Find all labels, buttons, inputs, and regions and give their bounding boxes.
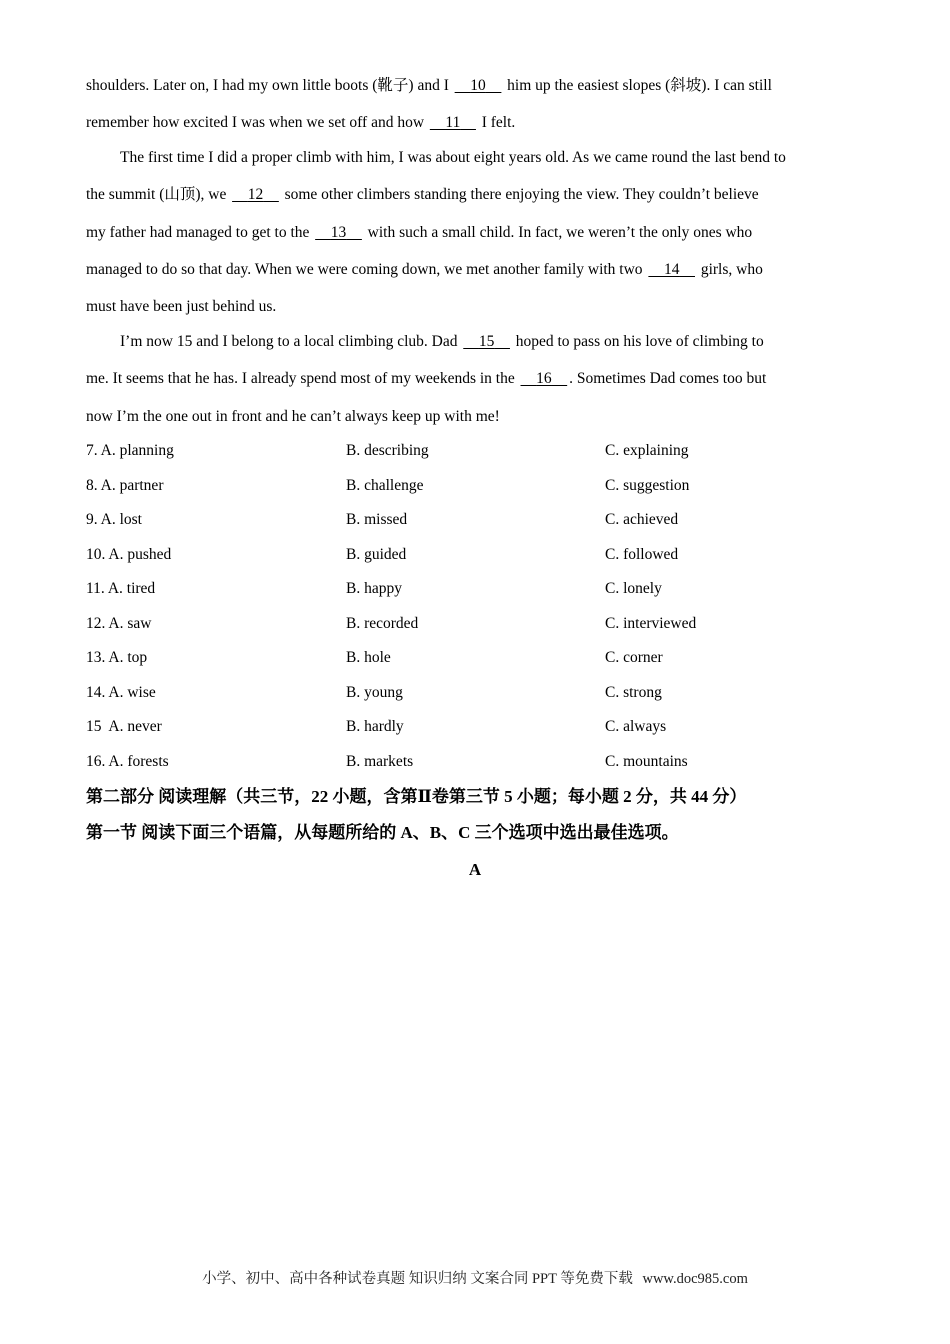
option-b: B. young <box>346 684 403 701</box>
passage-line <box>86 407 866 427</box>
option-c: C. strong <box>605 684 662 701</box>
option-c: C. followed <box>605 546 679 563</box>
passage-text: him up the easiest slopes (斜坡). I can still <box>503 77 772 94</box>
option-row-7 <box>86 441 866 461</box>
passage-text: must have been just behind us. <box>86 298 277 315</box>
passage-text: the summit (山顶), we <box>86 186 231 203</box>
option-a: 14. A. wise <box>86 684 156 701</box>
blank-12: 12 <box>247 186 264 203</box>
option-a: 15 A. never <box>86 718 162 735</box>
option-a: 7. A. planning <box>86 442 174 459</box>
section-subheading: 第一节 阅读下面三个语篇，从每题所给的 A、B、C 三个选项中选出最佳选项。 <box>86 823 679 842</box>
passage-label: A <box>468 860 482 879</box>
option-c: C. achieved <box>605 511 679 528</box>
passage-line <box>120 148 900 168</box>
option-b: B. hardly <box>346 718 404 735</box>
option-row-13 <box>86 648 866 668</box>
passage-text: I’m now 15 and I belong to a local climbing club. Dad <box>120 333 462 350</box>
option-a: 13. A. top <box>86 649 148 666</box>
option-c: C. always <box>605 718 667 735</box>
option-c: C. suggestion <box>605 477 690 494</box>
passage-text: . Sometimes Dad comes too but <box>569 370 767 387</box>
option-c: C. mountains <box>605 753 688 770</box>
option-a: 9. A. lost <box>86 511 142 528</box>
passage-text: some other climbers standing there enjoying the view. They couldn’t believe <box>280 186 759 203</box>
option-b: B. guided <box>346 546 407 563</box>
option-c: C. explaining <box>605 442 689 459</box>
option-b: B. happy <box>346 580 402 597</box>
blank-11: 11 <box>445 114 461 131</box>
passage-text: The first time I did a proper climb with him, I was about eight years old. As we came round the last bend to <box>120 149 786 166</box>
passage-line <box>120 332 900 352</box>
blank-13: 13 <box>330 224 347 241</box>
option-row-9 <box>86 510 866 530</box>
option-a: 12. A. saw <box>86 615 152 632</box>
option-a: 16. A. forests <box>86 753 169 770</box>
option-row-8 <box>86 476 866 496</box>
passage-text: me. It seems that he has. I already spend most of my weekends in the <box>86 370 519 387</box>
option-b: B. markets <box>346 753 414 770</box>
option-row-15 <box>86 717 866 737</box>
option-b: B. describing <box>346 442 429 459</box>
blank-16: 16 <box>536 370 552 387</box>
footer-text: 小学、初中、高中各种试卷真题 知识归纳 文案合同 PPT 等免费下载 <box>202 1271 633 1287</box>
passage-line <box>86 185 866 205</box>
blank-15: 15 <box>478 333 495 350</box>
passage-line <box>86 260 866 280</box>
blank-10: 10 <box>470 77 486 94</box>
option-a: 10. A. pushed <box>86 546 172 563</box>
page-footer <box>0 1269 950 1289</box>
passage-text: my father had managed to get to the <box>86 224 314 241</box>
footer-link[interactable]: www.doc985.com <box>642 1271 748 1287</box>
passage-text: I felt. <box>477 114 516 131</box>
passage-text: with such a small child. In fact, we weren’t the only ones who <box>363 224 753 241</box>
passage-line <box>86 113 866 133</box>
option-b: B. challenge <box>346 477 424 494</box>
option-a: 11. A. tired <box>86 580 156 597</box>
passage-text: managed to do so that day. When we were coming down, we met another family with two <box>86 261 647 278</box>
passage-line <box>86 297 866 317</box>
option-row-16 <box>86 752 866 772</box>
passage-line <box>86 369 866 389</box>
option-row-14 <box>86 683 866 703</box>
passage-line <box>86 223 866 243</box>
option-b: B. missed <box>346 511 408 528</box>
blank-14: 14 <box>663 261 680 278</box>
option-c: C. corner <box>605 649 663 666</box>
option-row-12 <box>86 614 866 634</box>
passage-line <box>86 76 866 96</box>
option-row-11 <box>86 579 866 599</box>
passage-text: remember how excited I was when we set off and how <box>86 114 428 131</box>
passage-text: hoped to pass on his love of climbing to <box>511 333 764 350</box>
option-c: C. interviewed <box>605 615 697 632</box>
option-row-10 <box>86 545 866 565</box>
section-heading: 第二部分 阅读理解（共三节，22 小题，含第Ⅱ卷第三节 5 小题；每小题 2 分，共 44 分） <box>86 787 747 806</box>
option-b: B. recorded <box>346 615 419 632</box>
passage-text: shoulders. Later on, I had my own little boots (靴子) and I <box>86 77 453 94</box>
option-a: 8. A. partner <box>86 477 164 494</box>
option-b: B. hole <box>346 649 391 666</box>
passage-text: now I’m the one out in front and he can’t always keep up with me! <box>86 408 500 425</box>
passage-text: girls, who <box>696 261 763 278</box>
option-c: C. lonely <box>605 580 662 597</box>
